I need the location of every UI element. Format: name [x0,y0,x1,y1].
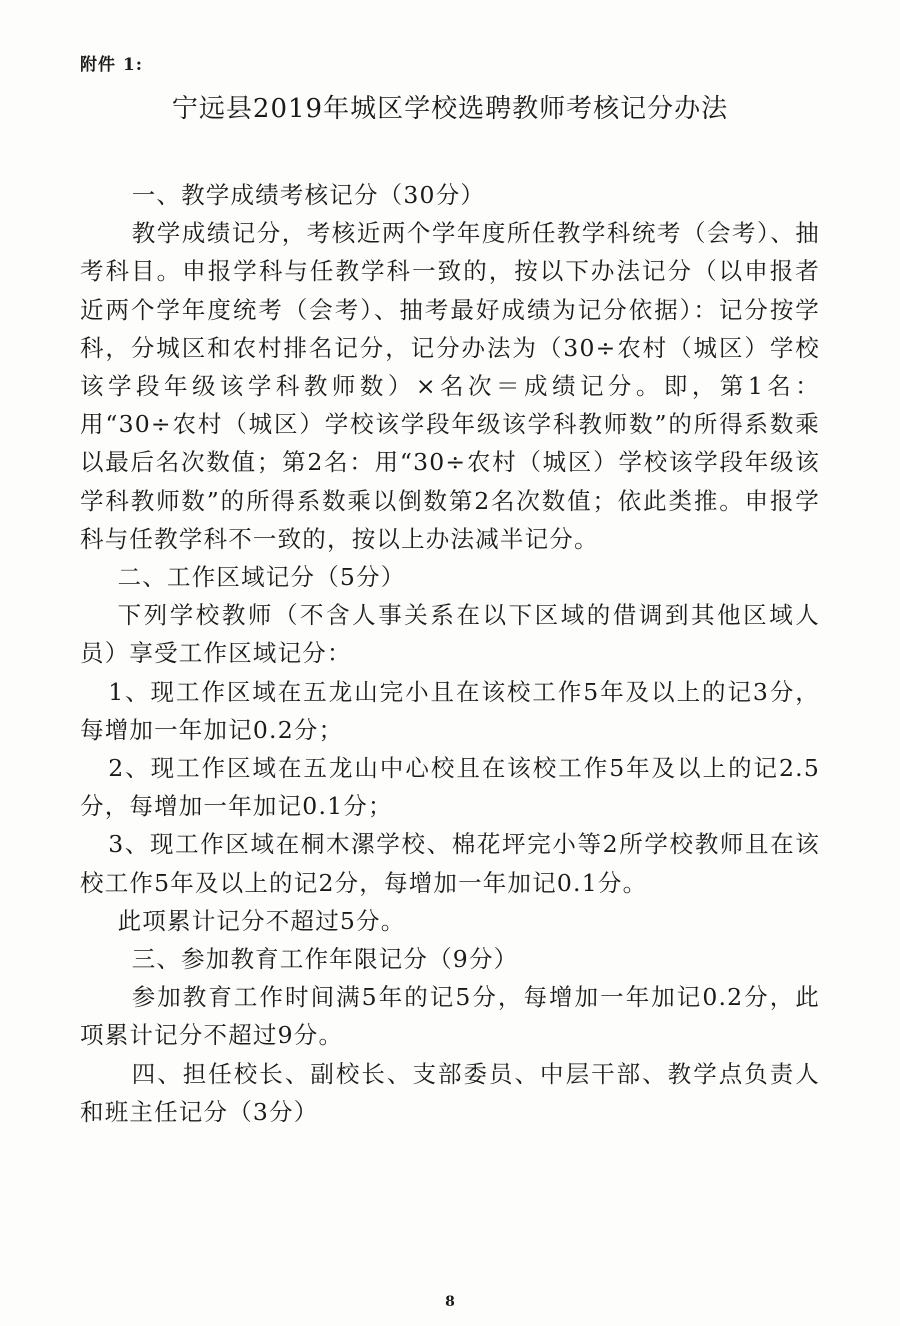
page-number: 8 [445,1294,455,1310]
section-3-heading: 三、参加教育工作年限记分（9分） [131,945,519,974]
section-3-paragraph: 参加教育工作时间满5年的记5分，每增加一年加记0.2分，此项累计记分不超过9分。 [80,983,820,1050]
document-body [80,176,820,1131]
section-1-heading: 一、教学成绩考核记分（30分） [131,181,486,209]
section-1-paragraph: 教学成绩记分，考核近两个学年度所任教学科统考（会考）、抽考科目。申报学科与任教学科一致的，按以下办法记分（以申报者近两个学年度统考（会考）、抽考最好成绩为记分依据）：记分按学科，分城区和农村排名记分，记分办法为（30÷农村（城区）学校该学段年级该学科教师数）×名次＝成绩记分。即，第1名：用“30÷农村（城区）学校该学段年级该学科教师数”的所得系数乘以最后名次数值；第2名：用“30÷农村（城区）学校该学段年级该学科教师数”的所得系数乘以倒数第2名次数值；依此类推。申报学科与任教学科不一致的，按以上办法减半记分。 [80,219,820,553]
section-4-heading: 四、担任校长、副校长、支部委员、中层干部、教学点负责人和班主任记分（3分） [80,1059,820,1126]
attachment-label: 附件 1: [80,55,144,75]
section-2-item-2: 2、现工作区域在五龙山中心校且在该校工作5年及以上的记2.5分，每增加一年加记0.1分； [80,754,820,821]
section-2-intro: 下列学校教师（不含人事关系在以下区域的借调到其他区域人员）享受工作区域记分： [80,601,820,668]
section-2-item-3: 3、现工作区域在桐木漯学校、棉花坪完小等2所学校教师且在该校工作5年及以上的记2分，每增加一年加记0.1分。 [80,830,820,897]
document-title: 宁远县2019年城区学校选聘教师考核记分办法 [171,94,729,124]
section-2-heading: 二、工作区域记分（5分） [117,563,406,592]
section-2-cap: 此项累计记分不超过5分。 [117,906,406,935]
section-2-item-1: 1、现工作区域在五龙山完小且在该校工作5年及以上的记3分，每增加一年加记0.2分； [80,677,820,744]
